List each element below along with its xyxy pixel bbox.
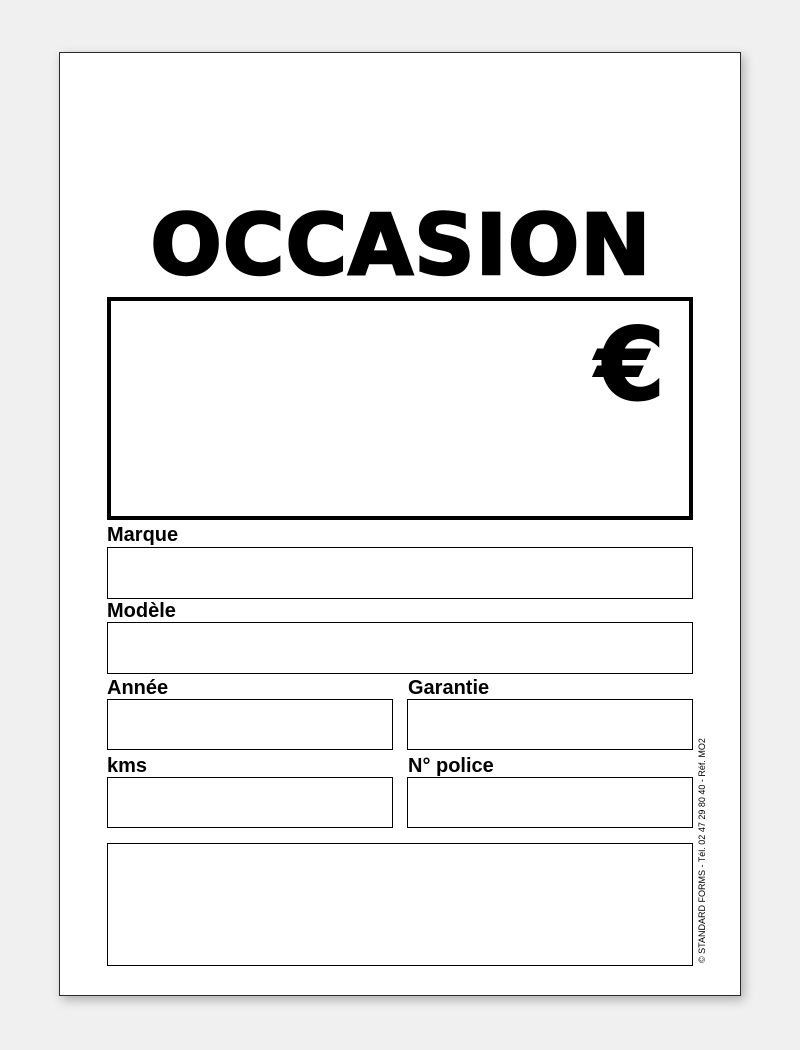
garantie-label: Garantie bbox=[408, 677, 490, 699]
annee-field[interactable] bbox=[107, 699, 393, 750]
marque-label: Marque bbox=[107, 524, 179, 546]
footer-credit: © STANDARD FORMS - Tél. 02 47 29 80 40 - Réf. MO2 bbox=[697, 738, 707, 963]
police-field[interactable] bbox=[407, 777, 693, 828]
kms-field[interactable] bbox=[107, 777, 393, 828]
modele-label: Modèle bbox=[107, 600, 176, 622]
marque-field[interactable] bbox=[107, 547, 693, 599]
kms-label: kms bbox=[107, 755, 148, 777]
form-title: OCCASION bbox=[150, 196, 652, 294]
occasion-form-sheet bbox=[59, 52, 741, 996]
annee-label: Année bbox=[107, 677, 169, 699]
notes-field[interactable] bbox=[107, 843, 693, 966]
police-label: N° police bbox=[408, 755, 494, 777]
garantie-field[interactable] bbox=[407, 699, 693, 750]
modele-field[interactable] bbox=[107, 622, 693, 674]
price-box[interactable] bbox=[107, 297, 693, 520]
euro-symbol: € bbox=[595, 306, 665, 423]
